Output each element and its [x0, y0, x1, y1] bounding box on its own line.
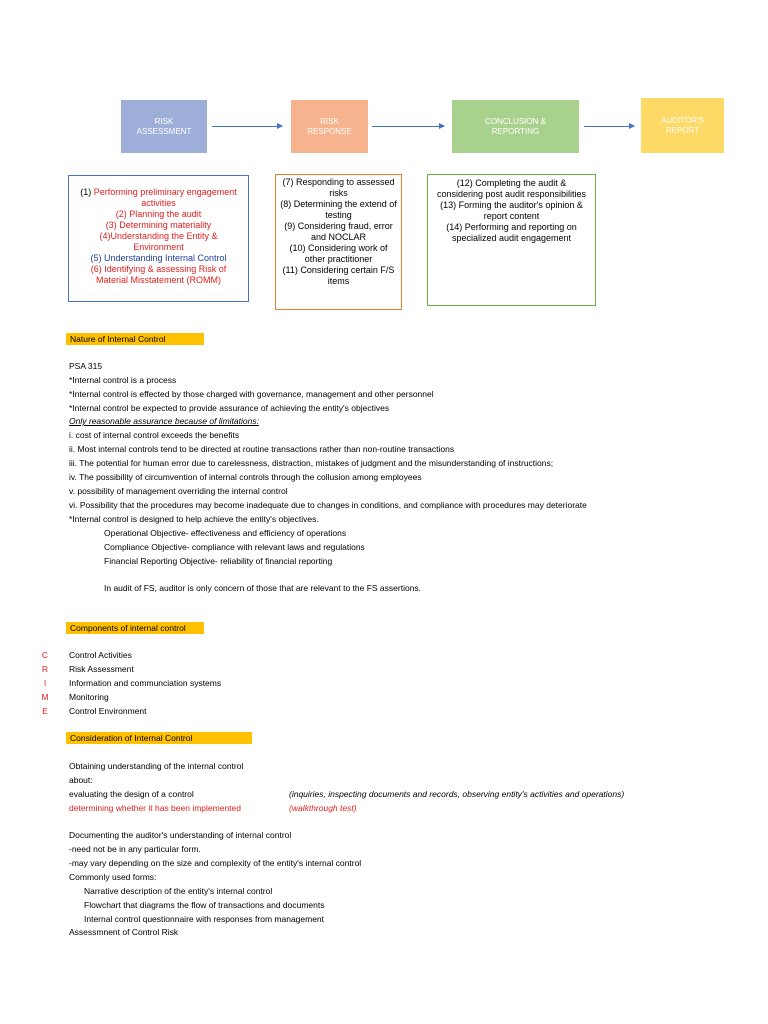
item-12: (12) Completing the audit & considering post audit responsibilities [436, 178, 587, 199]
obtaining-line-2: about: [69, 775, 93, 785]
item-7: (7) Responding to assessed risks [282, 177, 395, 198]
item-11: (11) Considering certain F/S items [282, 265, 395, 286]
item-9: (9) Considering fraud, error and NOCLAR [284, 221, 393, 242]
limitation-4: iv. The possibility of circumvention of internal controls through the collusion among employees [69, 472, 422, 482]
risk-assessment-box [121, 100, 207, 153]
limitations-heading: Only reasonable assurance because of limitations: [69, 416, 259, 426]
arrow-3 [584, 126, 634, 127]
item-3: (3) Determining materiality [105, 220, 212, 230]
determining-line: determining whether it has been implemented [69, 803, 241, 813]
response-detail-box [275, 174, 402, 310]
crime-letter-c: C [41, 650, 49, 660]
psa-line: PSA 315 [69, 361, 103, 371]
objective-3: Financial Reporting Objective- reliability of financial reporting [104, 556, 333, 566]
item-14: (14) Performing and reporting on specialized audit engagement [446, 222, 577, 243]
documenting-line: Documenting the auditor's understanding of internal control [69, 830, 292, 840]
doc-line-2: -may vary depending on the size and complexity of the entity's internal control [69, 858, 362, 868]
risk-response-label: RISK RESPONSE [307, 116, 352, 136]
limitation-5: v. possibility of management overriding the internal control [69, 486, 288, 496]
nature-line-3: *Internal control be expected to provide assurance of achieving the entity's objectives [69, 403, 390, 413]
designed-line: *Internal control is designed to help achieve the entity's objectives. [69, 514, 319, 524]
item-4: (4)Understanding the Entity & Environment [99, 231, 218, 252]
auditors-report-label: AUDITOR'S REPORT [661, 115, 704, 135]
item-10: (10) Considering work of other practitioner [289, 243, 388, 264]
component-3: Information and communciation systems [69, 678, 222, 688]
nature-line-1: *Internal control is a process [69, 375, 177, 385]
conclusion-detail-box [427, 174, 596, 306]
obtaining-line-1: Obtaining understanding of the internal control [69, 761, 244, 771]
item-8: (8) Determining the extend of testing [280, 199, 397, 220]
item-5: (5) Understanding Internal Control [90, 253, 227, 263]
component-1: Control Activities [69, 650, 132, 660]
auditors-report-box [641, 98, 724, 153]
crime-letter-m: M [41, 692, 49, 702]
crime-letter-r: R [41, 664, 49, 674]
limitation-6: vi. Possibility that the procedures may become inadequate due to changes in conditions, and compliance with procedures may deteriorate [69, 500, 587, 510]
limitation-1: i. cost of internal control exceeds the benefits [69, 430, 240, 440]
objective-2: Compliance Objective- compliance with relevant laws and regulations [104, 542, 365, 552]
crime-letter-e: E [42, 706, 48, 716]
determining-note: (walkthrough test) [289, 803, 357, 813]
component-5: Control Environment [69, 706, 147, 716]
doc-line-1: -need not be in any particular form. [69, 844, 201, 854]
limitation-3: iii. The potential for human error due to carelessness, distraction, mistakes of judgment and the misunderstanding of instructions; [69, 458, 554, 468]
conclusion-label: CONCLUSION & REPORTING [485, 116, 546, 136]
evaluating-line: evaluating the design of a control [69, 789, 194, 799]
consideration-heading: Consideration of Internal Control [66, 732, 252, 744]
doc-line-3: Commonly used forms: [69, 872, 157, 882]
form-1: Narrative description of the entity's internal control [84, 886, 273, 896]
crime-letter-i: I [43, 678, 47, 688]
fs-note: In audit of FS, auditor is only concern of those that are relevant to the FS assertions. [104, 583, 422, 593]
objective-1: Operational Objective- effectiveness and efficiency of operations [104, 528, 347, 538]
arrow-2 [372, 126, 444, 127]
limitation-2: ii. Most internal controls tend to be directed at routine transactions rather than non-routine transactions [69, 444, 455, 454]
components-heading: Components of internal control [66, 622, 204, 634]
conclusion-box [452, 100, 579, 153]
item-6: (6) Identifying & assessing Risk of Material Misstatement (ROMM) [90, 264, 227, 285]
form-3: Internal control questionnaire with responses from management [84, 914, 325, 924]
form-2: Flowchart that diagrams the flow of transactions and documents [84, 900, 325, 910]
item-1: Performing preliminary engagement activities [93, 187, 237, 208]
nature-line-2: *Internal control is effected by those charged with governance, management and other personnel [69, 389, 434, 399]
nature-heading: Nature of Internal Control [66, 333, 204, 345]
risk-response-box [291, 100, 368, 153]
assessment-detail-box: (1) Performing preliminary engagement activities (2) Planning the audit (3) Determining materiality (4)Understanding the Entity & Environment (5) Understanding Internal Control (6) Identifying & assessing Risk of Material Misstatement (ROMM) [68, 175, 249, 302]
risk-assessment-label: RISK ASSESSMENT [136, 116, 192, 136]
item-2: (2) Planning the audit [115, 209, 202, 219]
component-4: Monitoring [69, 692, 109, 702]
component-2: Risk Assessment [69, 664, 134, 674]
evaluating-note: (inquiries, inspecting documents and records, observing entity's activities and operations) [289, 789, 625, 799]
assessment-line: Assessmnent of Control Risk [69, 927, 179, 937]
arrow-1 [212, 126, 282, 127]
item-13: (13) Forming the auditor's opinion & report content [440, 200, 583, 221]
